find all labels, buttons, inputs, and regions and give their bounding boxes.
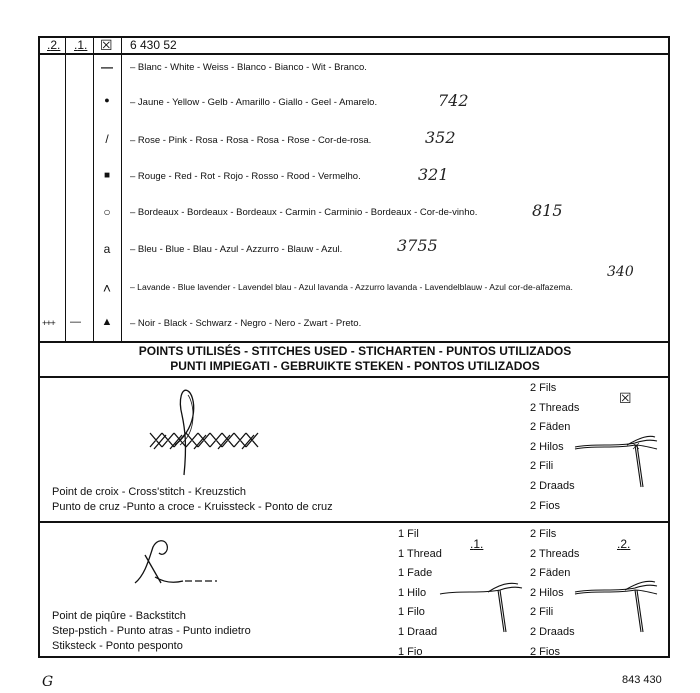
stitches-title-line2: PUNTI IMPIEGATI - GEBRUIKTE STEKEN - PONTOS UTILIZADOS: [170, 359, 540, 373]
list-item: 2 Fils: [530, 528, 557, 540]
backstitch-label-1: Point de piqûre - Backstitch: [52, 610, 186, 622]
col-2-header: .2.: [47, 38, 61, 52]
list-item: 2 Fäden: [530, 421, 571, 434]
list-item: 1 Thread: [398, 547, 442, 560]
col-divider-1: [65, 36, 66, 342]
col-1-header: .1.: [74, 38, 88, 52]
publisher-logo: G: [42, 674, 54, 690]
list-item: 2 Draads: [530, 625, 575, 638]
backstitch-label-3: Stiksteck - Ponto pesponto: [52, 640, 183, 652]
cross-stitch-icon: ☒: [619, 390, 632, 406]
list-item: 2 Threads: [530, 547, 580, 560]
footer-code: 843 430: [622, 674, 662, 686]
section-divider-3: [38, 521, 670, 523]
list-item: 2 Fils: [530, 382, 557, 394]
one-thread-needle-illustration: [440, 580, 525, 635]
backstitch-label-2: Step-pstich - Punto atras - Punto indietro: [52, 625, 251, 637]
color-row-lavender: – Lavande - Blue lavender - Lavendel blau - Azul lavanda - Azzurro lavanda - Lavendelblauw - Azul cor-de-alfazema.: [130, 282, 573, 292]
two-thread-needle-illustration: [575, 580, 660, 635]
circle-icon: ○: [103, 205, 111, 219]
triangle-icon: ▲: [101, 316, 113, 328]
handwritten-number-815: 815: [532, 201, 563, 220]
list-item: 2 Hilos: [530, 440, 564, 453]
cross-stitch-label-2: Punto de cruz -Punto a croce - Kruissteck - Ponto de cruz: [52, 501, 333, 513]
col-divider-2: [93, 36, 94, 342]
list-item: 2 Fili: [530, 606, 554, 619]
handwritten-number-742: 742: [438, 91, 469, 110]
list-item: 2 Hilos: [530, 586, 564, 599]
letter-a-icon: a: [103, 242, 111, 256]
list-item: 1 Fade: [398, 567, 433, 580]
slash-icon: /: [105, 132, 109, 146]
list-item: 1 Fio: [398, 645, 423, 658]
handwritten-number-321: 321: [418, 165, 449, 184]
handwritten-number-352: 352: [425, 128, 456, 147]
list-item: 2 Fios: [530, 645, 560, 658]
list-item: 2 Fios: [530, 499, 560, 512]
section-divider-1: [38, 341, 670, 343]
color-row-yellow: – Jaune - Yellow - Gelb - Amarillo - Giallo - Geel - Amarelo.: [130, 97, 378, 108]
dot-icon: ●: [104, 95, 110, 105]
color-row-blue: – Bleu - Blue - Blau - Azul - Azzurro - Blauw - Azul.: [130, 244, 343, 255]
list-item: 1 Filo: [398, 606, 425, 619]
list-item: 1 Hilo: [398, 586, 427, 599]
square-icon: ■: [103, 170, 111, 181]
one-thread-marker: .1.: [470, 537, 484, 551]
list-item: 2 Draads: [530, 479, 575, 492]
caret-icon: ˄: [102, 280, 112, 296]
color-row-black: – Noir - Black - Schwarz - Negro - Nero - Zwart - Preto.: [130, 318, 362, 329]
handwritten-number-340: 340: [607, 264, 634, 280]
one-thread-list: [398, 525, 442, 662]
header-divider: [38, 53, 670, 55]
handwritten-number-3755: 3755: [397, 236, 438, 255]
product-code: 6 430 52: [130, 38, 177, 52]
list-item: 1 Fil: [398, 528, 419, 540]
plus-line-icon: +++: [42, 318, 55, 328]
two-thread-list: [530, 525, 579, 662]
backstitch-illustration: [125, 535, 225, 595]
needle-thread-illustration: [575, 435, 660, 490]
list-item: 2 Fili: [530, 460, 554, 473]
list-item: 2 Fäden: [530, 567, 571, 580]
list-item: 1 Draad: [398, 625, 438, 638]
cross-stitch-label-1: Point de croix - Cross'stitch - Kreuzstich: [52, 486, 247, 498]
stitches-title-line1: POINTS UTILISÉS - STITCHES USED - STICHARTEN - PUNTOS UTILIZADOS: [138, 344, 572, 358]
color-row-pink: – Rose - Pink - Rosa - Rosa - Rosa - Rose - Cor-de-rosa.: [130, 135, 372, 146]
col-divider-3: [121, 36, 122, 342]
cross-stitch-icon: ☒: [100, 37, 113, 53]
list-item: 2 Threads: [530, 401, 580, 414]
section-divider-2: [38, 376, 670, 378]
long-dash-icon: —: [70, 316, 81, 328]
color-row-red: – Rouge - Red - Rot - Rojo - Rosso - Rood - Vermelho.: [130, 171, 361, 182]
two-thread-marker: .2.: [617, 537, 631, 551]
cross-thread-list: [530, 379, 579, 516]
dash-icon: —: [101, 60, 113, 74]
cross-stitch-illustration: [140, 385, 265, 485]
color-row-white: – Blanc - White - Weiss - Blanco - Bianco - Wit - Branco.: [130, 62, 367, 73]
color-row-bordeaux: – Bordeaux - Bordeaux - Bordeaux - Carmin - Carminio - Bordeaux - Cor-de-vinho.: [130, 207, 478, 218]
